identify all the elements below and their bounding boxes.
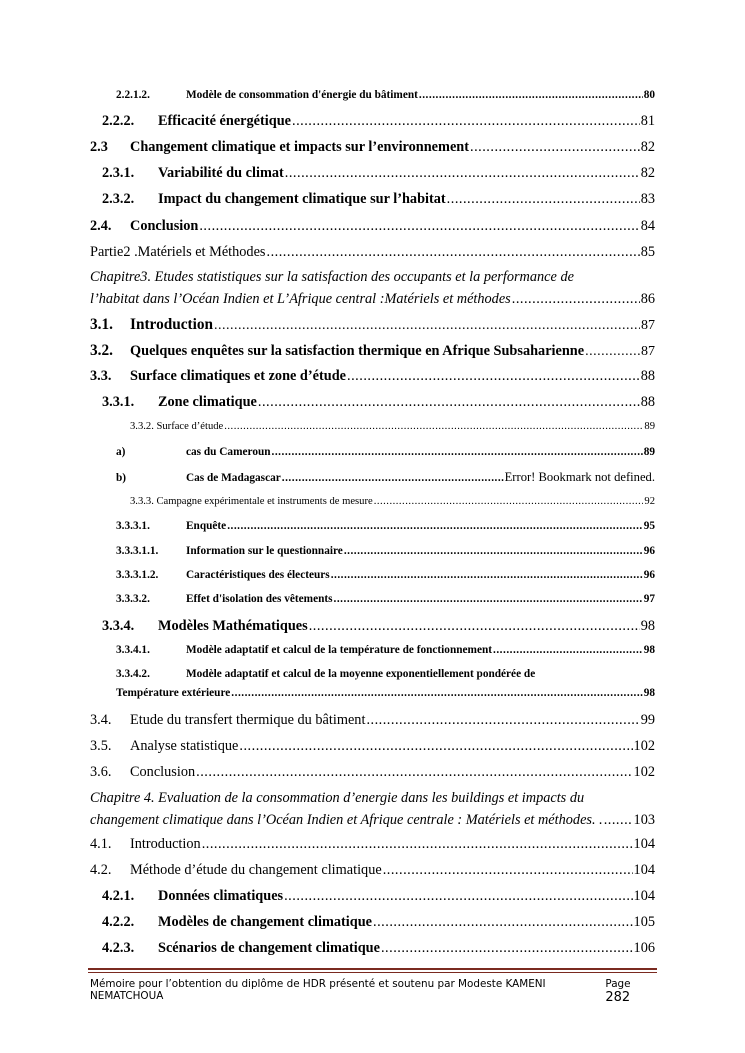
toc-number: 3.3.4.2. [116, 668, 150, 680]
toc-leader [239, 739, 632, 753]
toc-entry[interactable] [90, 863, 655, 877]
toc-chapter-entry[interactable] [90, 787, 655, 831]
toc-leader [196, 765, 632, 779]
toc-page: 82 [640, 139, 655, 155]
toc-entry[interactable] [116, 447, 655, 458]
toc-leader [214, 319, 640, 333]
toc-number: 3.3.3.1.1. [116, 545, 159, 557]
toc-leader [374, 497, 644, 508]
toc-entry[interactable] [90, 369, 655, 383]
toc-leader [334, 594, 643, 605]
toc-title: Variabilité du climat [158, 165, 284, 181]
toc-chapter-entry[interactable] [90, 266, 655, 310]
toc-title: Données climatiques [158, 888, 284, 904]
toc-page: 98 [640, 618, 655, 634]
toc-leader [199, 219, 639, 233]
toc-leader [493, 645, 643, 656]
toc-number: 3.3.3.1.2. [116, 569, 159, 581]
toc-chapter-line: changement climatique dans l’Océan Indien et Afrique centrale : Matériels et méthodes. . [90, 812, 603, 828]
toc-number: 2.3 [90, 139, 108, 155]
toc-number: 4.2. [90, 862, 112, 878]
toc-page: 85 [640, 244, 655, 260]
toc-leader [258, 395, 640, 409]
toc-page: Error! Bookmark not defined. [504, 470, 655, 484]
toc-number: 3.2. [90, 342, 113, 359]
toc-leader [272, 447, 643, 458]
toc-page: 102 [633, 764, 655, 780]
toc-number: 4.2.1. [102, 888, 135, 904]
toc-page: 88 [640, 394, 655, 410]
footer-page-number: 282 [605, 990, 631, 1005]
toc-title: Conclusion [130, 764, 196, 780]
toc-number: 2.3.2. [102, 191, 135, 207]
toc-number: a) [116, 446, 126, 458]
toc-entry[interactable] [90, 245, 655, 259]
toc-title: Quelques enquêtes sur la satisfaction thermique en Afrique Subsaharienne [130, 343, 585, 359]
toc-leader [585, 345, 640, 359]
toc-title: Caractéristiques des électeurs [186, 569, 330, 581]
toc-page: 89 [643, 446, 655, 458]
footer-rule [88, 968, 657, 970]
toc-entry[interactable] [90, 713, 655, 727]
toc-leader [366, 713, 639, 727]
toc-number: 2.4. [90, 218, 112, 234]
toc-title: Introduction [130, 316, 214, 333]
toc-number: 3.6. [90, 764, 112, 780]
toc-entry[interactable] [102, 192, 655, 206]
toc-entry[interactable] [90, 739, 655, 753]
toc-page: 105 [633, 914, 655, 930]
toc-number: 2.2.2. [102, 113, 135, 129]
toc-entry[interactable] [116, 546, 655, 557]
toc-entry[interactable] [102, 941, 655, 955]
toc-title: 3.3.2. Surface d’étude [130, 421, 224, 432]
toc-page: 98 [643, 687, 655, 700]
toc-page: 84 [640, 218, 655, 234]
toc-number: 3.3.3.2. [116, 593, 150, 605]
toc-title: Enquête [186, 520, 227, 532]
toc-page: 92 [644, 496, 655, 507]
toc-entry[interactable] [90, 343, 655, 359]
toc-leader [470, 140, 640, 154]
toc-entry[interactable] [116, 90, 655, 101]
toc-title: Méthode d’étude du changement climatique [130, 862, 382, 878]
toc-number: 2.3.1. [102, 165, 135, 181]
toc-chapter-line: Chapitre3. Etudes statistiques sur la satisfaction des occupants et la performance de [90, 269, 574, 285]
toc-page: 104 [633, 888, 655, 904]
toc-leader [227, 521, 643, 532]
footer-text: Mémoire pour l’obtention du diplôme de HDR présenté et soutenu par Modeste KAMENI NEMATCHOUA [90, 978, 546, 1002]
toc-entry[interactable] [102, 395, 655, 409]
toc-page: 99 [640, 712, 655, 728]
toc-leader [419, 90, 643, 101]
toc-leader [512, 288, 640, 310]
toc-number: 3.5. [90, 738, 112, 754]
toc-number: 3.3.4. [102, 618, 135, 634]
toc-leader [267, 245, 640, 259]
toc-page: 95 [643, 520, 655, 532]
toc-title: Modèle de consommation d'énergie du bâtiment [186, 89, 418, 101]
toc-leader [447, 192, 640, 206]
toc-entry[interactable] [116, 669, 655, 700]
footer-rule [88, 972, 657, 973]
toc-leader [604, 809, 633, 831]
toc-entry[interactable] [116, 645, 655, 656]
toc-leader [309, 619, 640, 633]
toc-entry[interactable] [116, 471, 655, 484]
toc-page: 103 [633, 812, 655, 828]
toc-title: Information sur le questionnaire [186, 545, 343, 557]
toc-title: Etude du transfert thermique du bâtiment [130, 712, 366, 728]
toc-entry[interactable] [102, 915, 655, 929]
toc-title: Introduction [130, 836, 201, 852]
toc-entry[interactable] [90, 837, 655, 851]
toc-leader [373, 915, 633, 929]
toc-number: 4.2.2. [102, 914, 135, 930]
toc-leader [224, 422, 643, 433]
toc-page: 106 [633, 940, 655, 956]
toc-entry[interactable] [102, 114, 655, 128]
toc-title: Partie2 .Matériels et Méthodes [90, 244, 266, 260]
toc-page: 82 [640, 165, 655, 181]
toc-leader [383, 863, 633, 877]
toc-title: Effet d'isolation des vêtements [186, 593, 333, 605]
toc-entry[interactable] [102, 889, 655, 903]
toc-page: 97 [643, 593, 655, 605]
toc-page: 81 [640, 113, 655, 129]
toc-leader [285, 166, 640, 180]
toc-title: 3.3.3. Campagne expérimentale et instruments de mesure [130, 496, 373, 507]
toc-entry[interactable] [130, 497, 655, 508]
toc-page: 96 [643, 545, 655, 557]
toc-title: Changement climatique et impacts sur l’environnement [130, 139, 469, 155]
toc-entry[interactable] [116, 521, 655, 532]
toc-page: 104 [633, 836, 655, 852]
toc-title: Zone climatique [158, 394, 257, 410]
toc-number: 4.2.3. [102, 940, 135, 956]
toc-entry[interactable] [102, 166, 655, 180]
toc-number: b) [116, 472, 127, 484]
toc-leader [284, 889, 632, 903]
toc-leader [347, 369, 640, 383]
toc-leader [202, 837, 633, 851]
toc-page: 87 [641, 318, 655, 333]
toc-chapter-line: Chapitre 4. Evaluation de la consommation d’energie dans les buildings et impacts du [90, 790, 585, 806]
toc-entry[interactable] [116, 594, 655, 605]
toc-page: 96 [643, 569, 655, 581]
toc-title: Modèle adaptatif et calcul de la température de fonctionnement [186, 644, 493, 656]
toc-title: Modèles de changement climatique [158, 914, 373, 930]
toc-page: 88 [640, 368, 655, 384]
toc-page: 98 [643, 644, 655, 656]
toc-leader [331, 570, 643, 581]
toc-title: Surface climatiques et zone d’étude [130, 368, 347, 384]
toc-title: Efficacité énergétique [158, 113, 291, 129]
toc-number: 3.3. [90, 368, 112, 384]
toc-leader [292, 114, 640, 128]
toc-chapter-line: l’habitat dans l’Océan Indien et L’Afrique central :Matériels et méthodes [90, 291, 511, 307]
toc-number: 3.3.3.1. [116, 520, 150, 532]
toc-title: Impact du changement climatique sur l’habitat [158, 191, 446, 207]
toc-entry[interactable] [90, 140, 655, 154]
toc-leader [344, 546, 643, 557]
toc-leader [282, 473, 504, 484]
toc-title: cas du Cameroun [186, 446, 271, 458]
toc-page: 83 [640, 191, 655, 207]
toc-title: Scénarios de changement climatique [158, 940, 380, 956]
toc-number: 3.1. [90, 316, 113, 333]
toc-title: Modèles Mathématiques [158, 618, 308, 634]
toc-number: 2.2.1.2. [116, 89, 150, 101]
toc-leader [231, 688, 642, 699]
toc-page: 102 [633, 738, 655, 754]
page-footer [90, 978, 657, 1005]
toc-page: 80 [643, 89, 655, 101]
toc-entry[interactable] [130, 422, 655, 433]
toc-entry[interactable] [90, 765, 655, 779]
toc-entry[interactable] [90, 219, 655, 233]
toc-number: 3.3.4.1. [116, 644, 150, 656]
toc-page: 89 [644, 421, 655, 432]
toc-page: 86 [640, 291, 655, 307]
toc-entry[interactable] [116, 570, 655, 581]
toc-title-continuation: Température extérieure [116, 687, 231, 700]
footer-page [605, 978, 657, 1005]
footer-page-label: Page [605, 978, 631, 990]
toc-leader [381, 941, 633, 955]
toc-title: Modèle adaptatif et calcul de la moyenne exponentiellement pondérée de [186, 668, 536, 680]
toc-entry[interactable] [90, 317, 655, 333]
toc-title: Cas de Madagascar [186, 472, 281, 484]
toc-page: 104 [633, 862, 655, 878]
toc-number: 3.3.1. [102, 394, 135, 410]
toc-entry[interactable] [102, 619, 655, 633]
toc-number: 3.4. [90, 712, 112, 728]
toc-number: 4.1. [90, 836, 112, 852]
toc-title: Conclusion [130, 218, 199, 234]
toc-title: Analyse statistique [130, 738, 239, 754]
toc-page: 87 [641, 344, 655, 359]
